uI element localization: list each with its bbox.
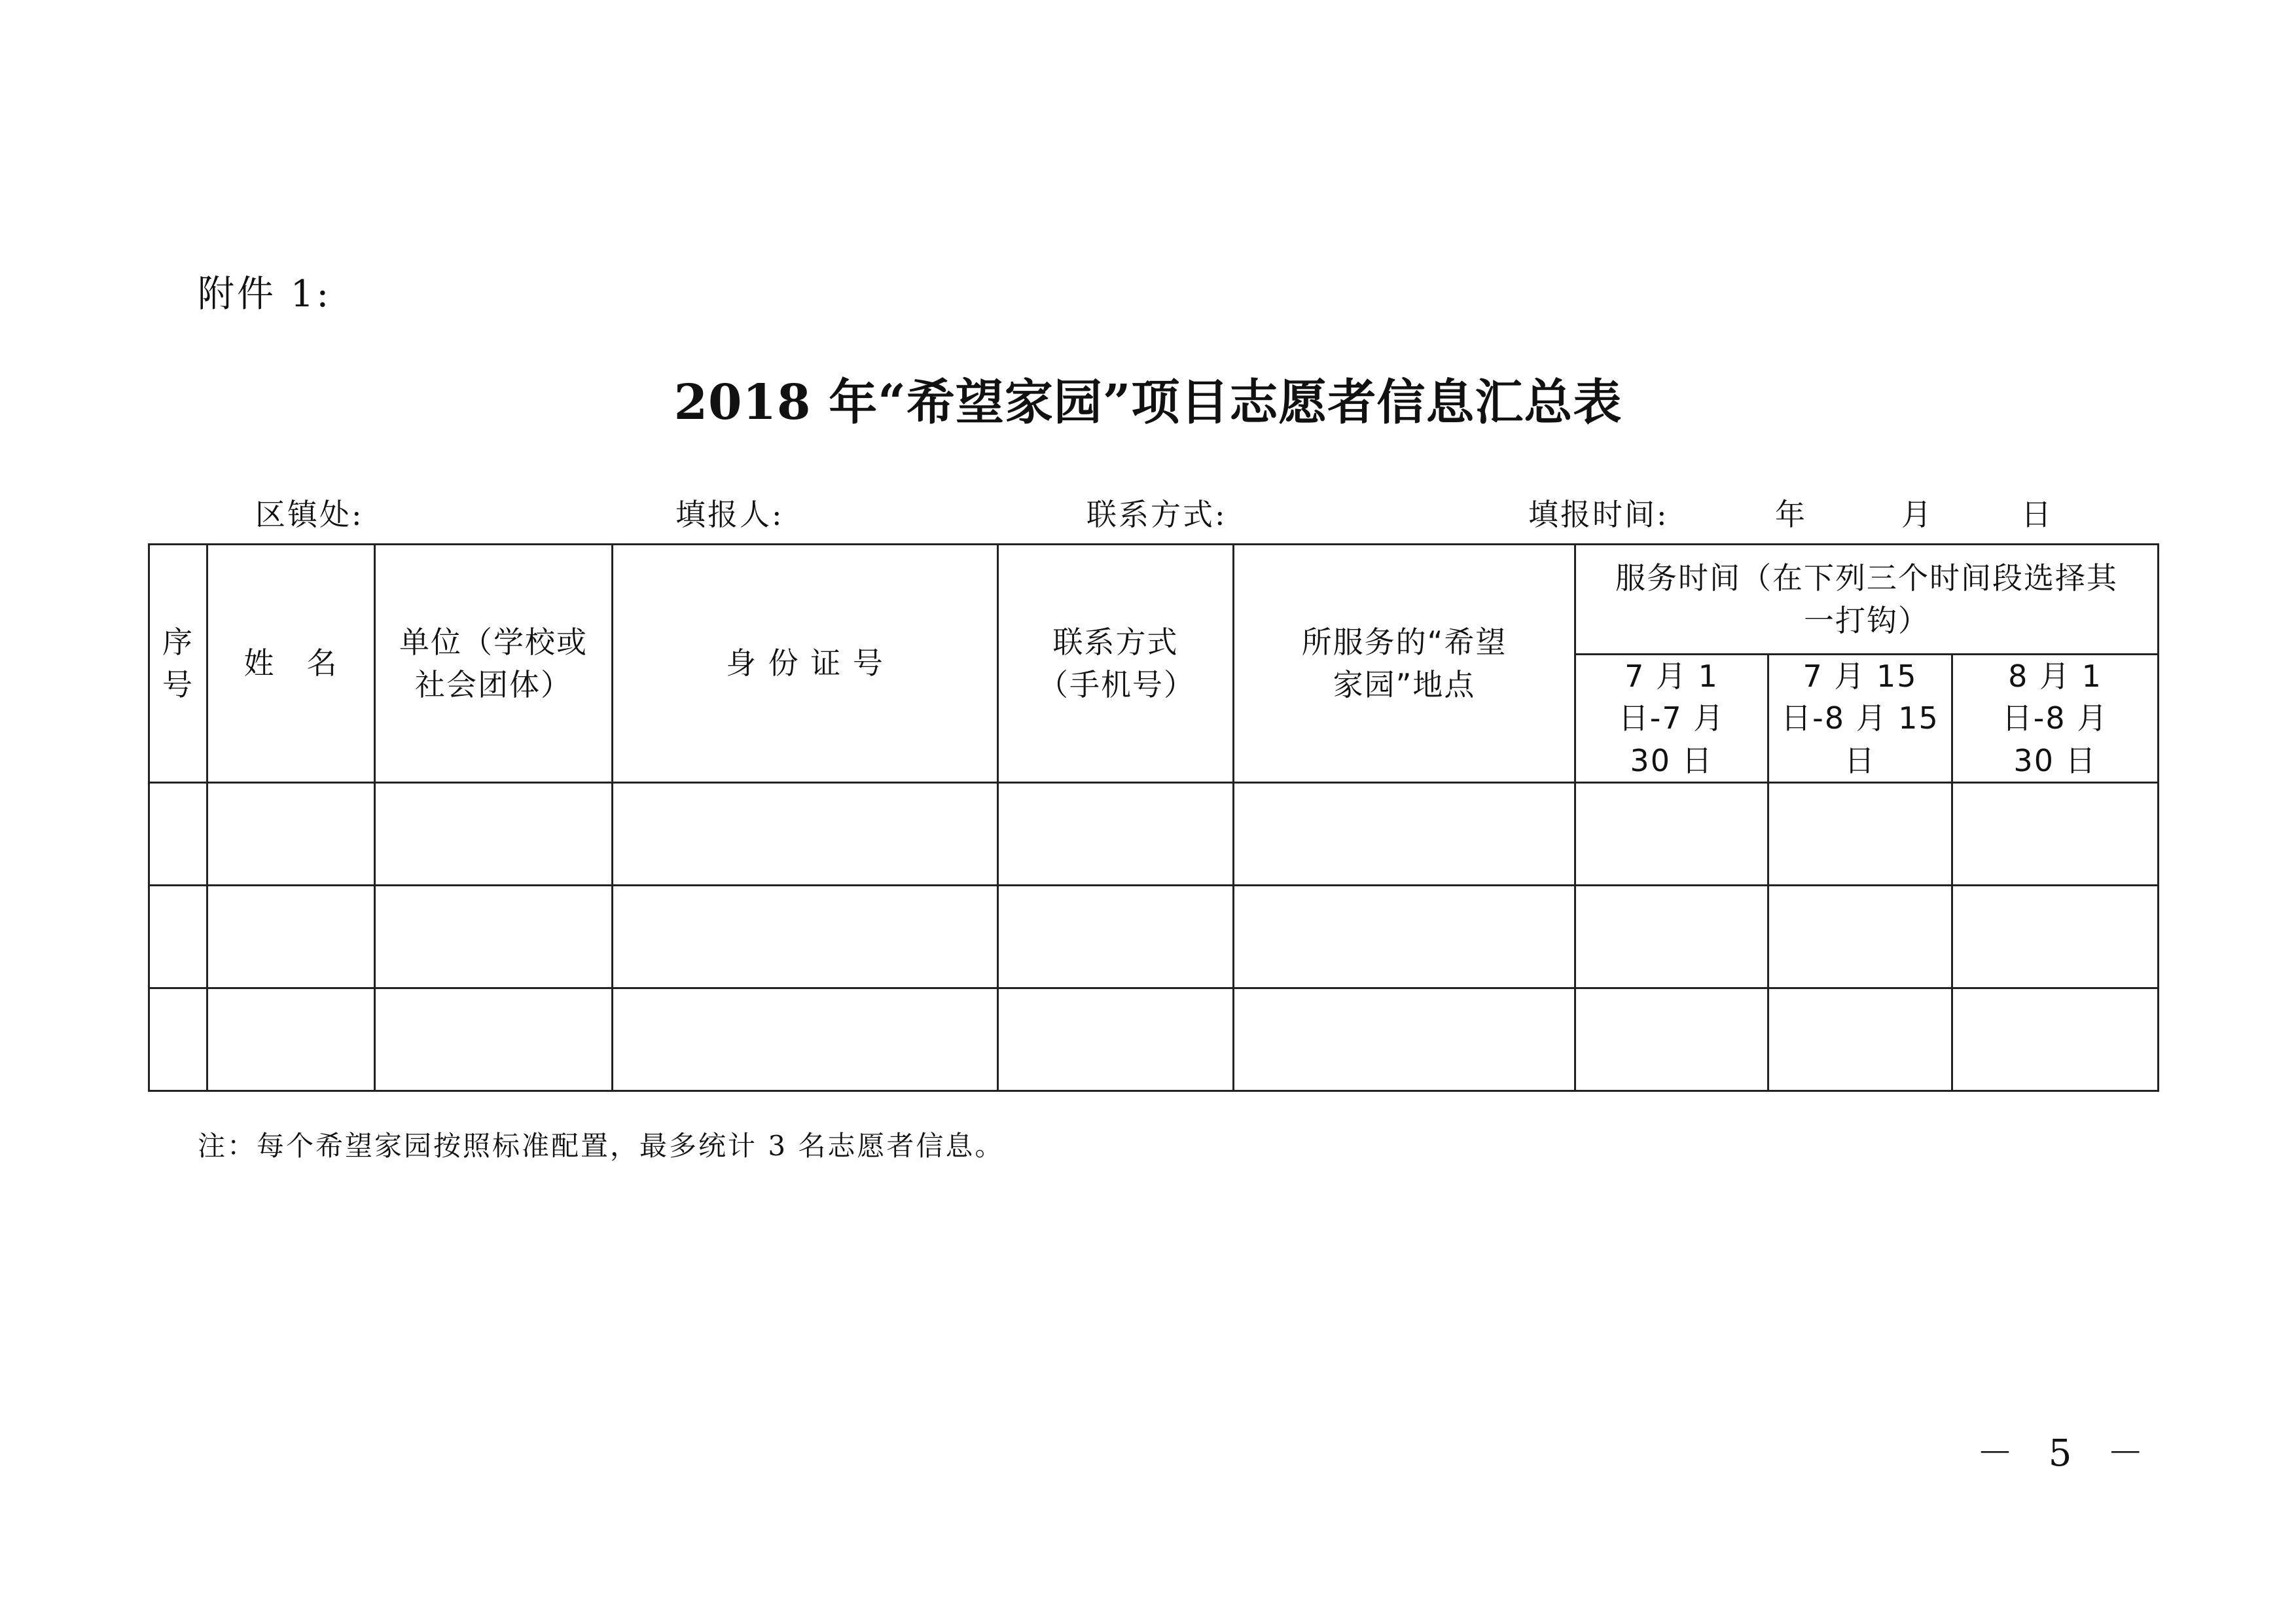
table-cell[interactable]: [998, 783, 1234, 886]
table-cell[interactable]: [149, 783, 207, 886]
table-cell[interactable]: [1952, 783, 2159, 886]
year-label: 年: [1775, 497, 1807, 532]
table-cell[interactable]: [207, 783, 375, 886]
table-cell[interactable]: [149, 988, 207, 1091]
table-row: [149, 783, 2159, 886]
table-cell[interactable]: [375, 988, 613, 1091]
table-cell[interactable]: [613, 783, 998, 886]
header-unit: 单位（学校或社会团体）: [375, 545, 613, 783]
document-title: 2018 年“希望家园”项目志愿者信息汇总表: [673, 374, 1623, 431]
day-label: 日: [2021, 497, 2053, 532]
table-cell[interactable]: [1768, 783, 1952, 886]
table-row: [149, 988, 2159, 1091]
report-time-field-label: 填报时间:: [1528, 497, 1669, 532]
month-label: 月: [1901, 497, 1933, 532]
header-period-1: 7 月 1 日-7 月 30 日: [1575, 655, 1768, 783]
header-phone: 联系方式（手机号）: [998, 545, 1234, 783]
header-location: 所服务的“希望家园”地点: [1234, 545, 1575, 783]
table-cell[interactable]: [1768, 988, 1952, 1091]
table-cell[interactable]: [1234, 988, 1575, 1091]
reporter-field-label: 填报人:: [675, 497, 784, 532]
table-cell[interactable]: [1575, 783, 1768, 886]
contact-field-label: 联系方式:: [1086, 497, 1227, 532]
attachment-label: 附件 1:: [198, 273, 332, 316]
footnote: 注：每个希望家园按照标准配置，最多统计 3 名志愿者信息。: [198, 1130, 1005, 1162]
table-cell[interactable]: [1234, 886, 1575, 988]
table-row: [149, 886, 2159, 988]
table-cell[interactable]: [149, 886, 207, 988]
header-service-time: 服务时间（在下列三个时间段选择其一打钩）: [1575, 545, 2159, 655]
header-id-number: 身 份 证 号: [613, 545, 998, 783]
table-cell[interactable]: [998, 988, 1234, 1091]
table-cell[interactable]: [375, 783, 613, 886]
table-cell[interactable]: [613, 886, 998, 988]
volunteer-info-table: [148, 543, 2159, 1092]
header-period-2: 7 月 15 日-8 月 15 日: [1768, 655, 1952, 783]
table-cell[interactable]: [207, 988, 375, 1091]
table-cell[interactable]: [1952, 988, 2159, 1091]
table-cell[interactable]: [1952, 886, 2159, 988]
header-period-3: 8 月 1 日-8 月 30 日: [1952, 655, 2159, 783]
district-field-label: 区镇处:: [255, 497, 364, 532]
header-name: 姓 名: [207, 545, 375, 783]
table-cell[interactable]: [1234, 783, 1575, 886]
table-cell[interactable]: [1768, 886, 1952, 988]
table-cell[interactable]: [207, 886, 375, 988]
table-cell[interactable]: [613, 988, 998, 1091]
page-number: － 5 －: [1977, 1432, 2156, 1475]
table-cell[interactable]: [375, 886, 613, 988]
table-cell[interactable]: [1575, 886, 1768, 988]
header-seq: 序号: [149, 545, 207, 783]
table-cell[interactable]: [1575, 988, 1768, 1091]
table-cell[interactable]: [998, 886, 1234, 988]
